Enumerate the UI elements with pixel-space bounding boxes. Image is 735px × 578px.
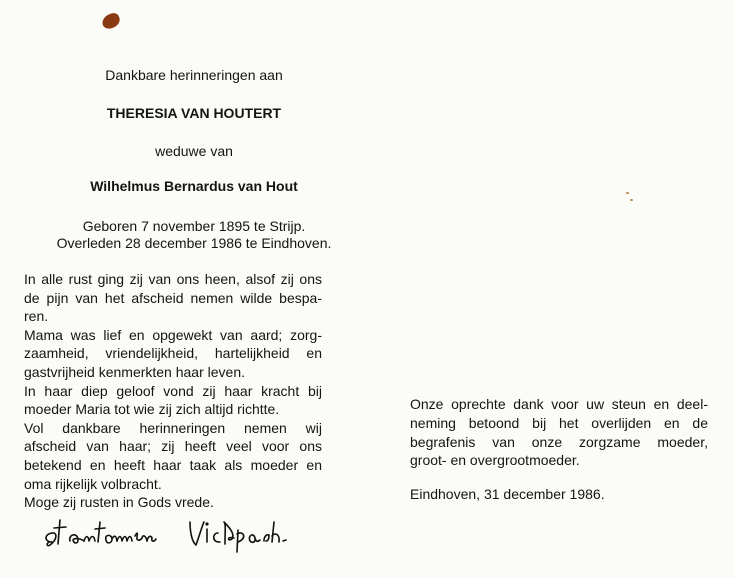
death-line: Overleden 28 december 1986 te Eindhoven. [56, 235, 332, 251]
verse-line: afscheid van haar; zij heeft veel voor ons [24, 438, 322, 455]
verse-line: moeder Maria tot wie zij zich altijd richtte. [24, 401, 280, 418]
ink-stain [100, 11, 122, 30]
verse-line: oma rijkelijk volbracht. [24, 475, 162, 492]
thanks-text [410, 395, 708, 470]
verse-line: de pijn van het afscheid nemen wilde bespa- [24, 289, 322, 306]
husband-name: Wilhelmus Bernardus van Hout [90, 178, 298, 194]
verse-line: gastvrijheid kenmerkten haar leven. [24, 363, 246, 380]
thanks-line: groot- en overgrootmoeder. [410, 452, 580, 469]
verse-line: Vol dankbare herinneringen nemen wij [24, 419, 322, 436]
verse-line: In haar diep geloof vond zij haar kracht bij [24, 382, 322, 399]
verse-line: ren. [24, 308, 49, 325]
birth-line: Geboren 7 november 1895 te Strijp. [82, 218, 306, 234]
verse-line: In alle rust ging zij van ons heen, alsof zij ons [24, 271, 322, 287]
deceased-name: THERESIA VAN HOUTERT [106, 105, 282, 121]
verse-line: Mama was lief en opgewekt van aard; zorg- [24, 326, 322, 343]
widow-of-text: weduwe van [155, 143, 233, 159]
paper-speck [630, 199, 633, 201]
verse-line: Moge zij rusten in Gods vrede. [24, 494, 214, 511]
intro-text: Dankbare herinneringen aan [105, 67, 283, 83]
thanks-line: Onze oprechte dank voor uw steun en deel- [410, 396, 708, 412]
verse-line: betekend en heeft haar taak als moeder en [24, 456, 322, 473]
thanks-line: begrafenis van onze zorgzame moeder, [410, 433, 708, 450]
memorial-verse [24, 270, 322, 512]
handwritten-signature [40, 514, 310, 554]
paper-speck [626, 192, 629, 194]
place-date: Eindhoven, 31 december 1986. [410, 486, 605, 502]
thanks-line: neming betoond bij het overlijden en de [410, 414, 708, 431]
verse-line: zaamheid, vriendelijkheid, hartelijkheid en [24, 345, 322, 362]
